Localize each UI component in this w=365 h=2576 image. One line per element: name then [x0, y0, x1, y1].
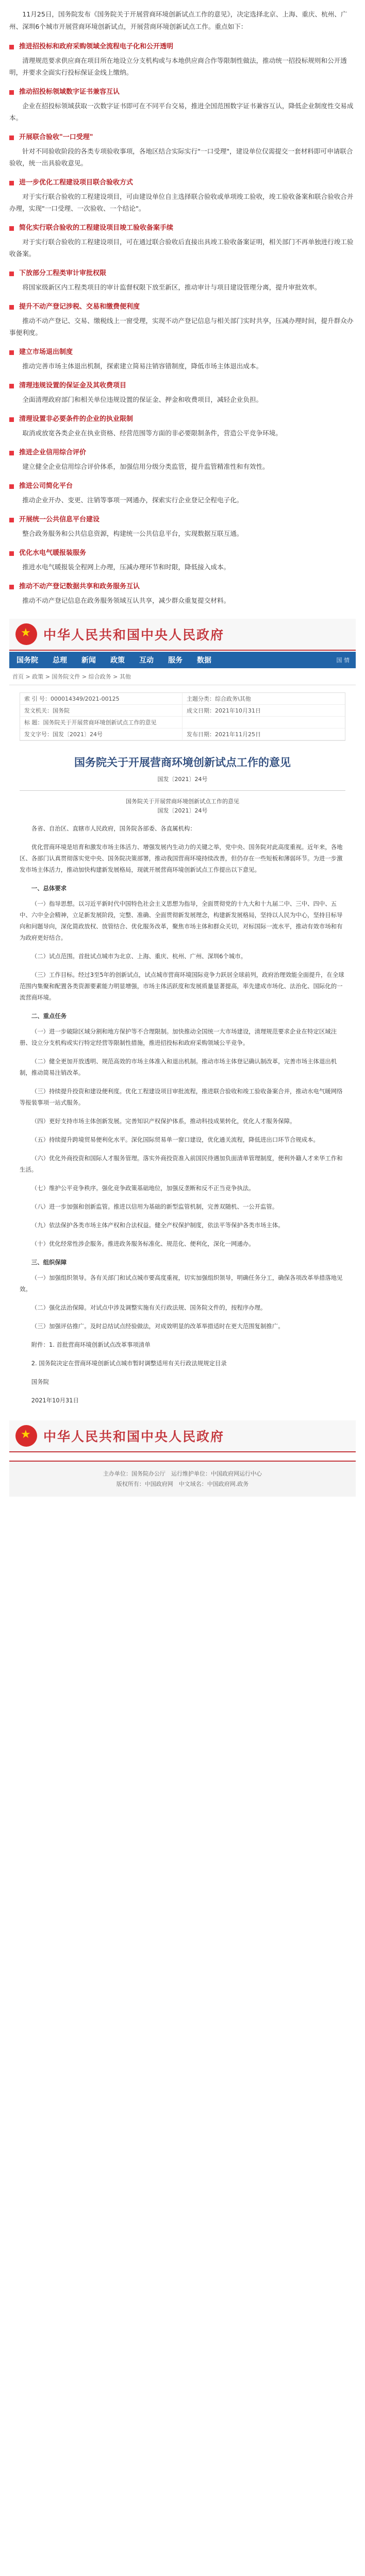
article-paragraph: 2021年10月31日	[31, 1397, 79, 1404]
divider	[20, 790, 345, 791]
site-title: 中华人民共和国中央人民政府	[43, 628, 225, 642]
article-paragraph: （五）持续提升跨境贸易便利化水平。深化国际贸易单一窗口建设，优化通关流程，降低进出口环节合规成本。	[31, 1136, 319, 1143]
key-point-item	[9, 347, 356, 372]
article-paragraph: 附件：1. 首批营商环境创新试点改革事项清单	[31, 1341, 151, 1348]
article-paragraph: 优化营商环境是培育和激发市场主体活力、增强发展内生动力的关键之举，党中央、国务院对此高度重视。近年来，各地区、各部门认真贯彻落实党中央、国务院决策部署，推动我国营商环境持续改善，但仍存在一些短板和薄弱环节。为进一步激发市场主体活力，推动加快构建新发展格局，现就开展营商环境创新试点工作提出以下意见。	[20, 843, 343, 873]
key-point-body: 对于实行联合验收的工程建设项目，可在通过联合验收后直接出具竣工验收备案证明，相关部门不再单独进行竣工验收备案。	[9, 238, 354, 258]
key-point-title-row	[9, 548, 356, 559]
key-point-title-row	[9, 223, 356, 234]
site-title-bottom: 中华人民共和国中央人民政府	[43, 1429, 225, 1444]
key-point-item	[9, 447, 356, 472]
key-point-title: 推进企业信用综合评价	[19, 449, 87, 456]
summary-section	[0, 0, 365, 606]
square-bullet-icon	[9, 90, 14, 95]
key-point-title: 下放部分工程类审计审批权限	[19, 269, 107, 277]
key-point-body: 推进水电气暖报装全程网上办理，压减办理环节和时限，降低接入成本。	[22, 563, 230, 571]
key-point-body: 整合政务服务和公共信息资源，构建统一公共信息平台，实现数据互联互通。	[22, 530, 243, 537]
article-title: 国务院关于开展营商环境创新试点工作的意见	[74, 756, 291, 769]
key-point-title-row	[9, 301, 356, 313]
key-point-item	[9, 581, 356, 606]
key-point-title: 提升不动产登记涉税、交易和缴费便利度	[19, 303, 140, 311]
article-body	[9, 823, 356, 1406]
key-point-item	[9, 223, 356, 260]
gov-banner	[9, 619, 356, 651]
square-bullet-icon	[9, 272, 14, 276]
key-point-body: 取消或放宽各类企业在执业资格、经营范围等方面的非必要限制条件，营造公平竞争环境。	[22, 429, 282, 437]
nav-right[interactable]: 国 情	[336, 657, 350, 664]
square-bullet-icon	[9, 551, 14, 556]
key-point-title: 简化实行联合验收的工程建设项目竣工验收备案手续	[19, 224, 174, 232]
key-point-title: 建立市场退出制度	[19, 348, 73, 356]
key-point-body: 企业在招投标领域获取一次数字证书即可在不同平台交易，推进全国范围数字证书兼容互认，降低企业制度性交易成本。	[9, 102, 354, 122]
breadcrumb: 首页 > 政策 > 国务院文件 > 综合政务 > 其他	[9, 668, 356, 685]
meta-cell: 发文机关：国务院	[20, 705, 182, 717]
article-paragraph: （二）强化法治保障。对试点中涉及调整实施有关行政法规、国务院文件的，按程序办理。	[31, 1304, 267, 1311]
article-paragraph: （六）优化外商投资和国际人才服务管理。落实外商投资准入前国民待遇加负面清单管理制度，便利外籍人才来华工作和生活。	[20, 1155, 343, 1173]
national-emblem-icon	[15, 1425, 37, 1447]
key-point-item	[9, 177, 356, 214]
key-point-item	[9, 132, 356, 169]
article-subdocno: 国发〔2021〕24号	[157, 807, 208, 814]
key-point-title-row	[9, 581, 356, 592]
article-paragraph: （三）持续提升投资和建设便利度。优化工程建设项目审批流程，推进联合验收和竣工验收备案合并，推动水电气暖网络等报装事项一站式服务。	[20, 1088, 343, 1106]
nav-item-shuju[interactable]: 数据	[197, 656, 211, 665]
key-point-title: 开展统一公共信息平台建设	[19, 516, 100, 523]
key-point-title-row	[9, 268, 356, 279]
square-bullet-icon	[9, 305, 14, 310]
square-bullet-icon	[9, 45, 14, 49]
article-paragraph: （二）试点范围。首批试点城市为北京、上海、重庆、杭州、广州、深圳6个城市。	[31, 953, 247, 960]
square-bullet-icon	[9, 384, 14, 388]
key-point-body: 将国家级新区内工程类项目的审计监督权限下放至新区，推动审计与项目建设管理分离，提升审批效率。	[22, 283, 321, 291]
key-point-title-row	[9, 447, 356, 459]
key-point-item	[9, 414, 356, 439]
meta-cell: 发文字号：国发〔2021〕24号	[20, 728, 182, 740]
key-point-item	[9, 548, 356, 573]
meta-cell: 索 引 号：000014349/2021-00125	[20, 693, 182, 705]
key-point-title: 推动招投标领域数字证书兼容互认	[19, 88, 120, 96]
key-points-list	[9, 41, 356, 606]
key-point-item	[9, 514, 356, 539]
section-heading: 一、总体要求	[31, 885, 67, 892]
article-paragraph: 2. 国务院决定在营商环境创新试点城市暂时调整适用有关行政法规规定目录	[31, 1360, 227, 1367]
article-paragraph: （八）进一步加强和创新监管。推进以信用为基础的新型监管机制，完善双随机、一公开监管。	[31, 1203, 278, 1210]
key-point-body: 推动企业开办、变更、注销等事项一网通办，探索实行企业登记全程电子化。	[22, 496, 243, 504]
meta-cell: 主题分类：综合政务\其他	[182, 693, 345, 705]
article-paragraph: （一）进一步破除区域分割和地方保护等不合理限制。加快推动全国统一大市场建设，清理规范要求企业在特定区域注册、设立分支机构或实行特定经营等限制性措施，推进招投标和政府采购领域公平竞争。	[20, 1028, 337, 1046]
nav-item-xinwen[interactable]: 新闻	[81, 656, 96, 665]
article-paragraph: （九）依法保护各类市场主体产权和合法权益。健全产权保护制度，依法平等保护各类市场主体。	[31, 1222, 284, 1229]
square-bullet-icon	[9, 484, 14, 489]
key-point-title-row	[9, 380, 356, 392]
nav-item-guowuyuan[interactable]: 国务院	[16, 656, 38, 665]
square-bullet-icon	[9, 181, 14, 185]
square-bullet-icon	[9, 451, 14, 455]
square-bullet-icon	[9, 226, 14, 231]
site-footer	[9, 1461, 356, 1497]
key-point-title-row	[9, 514, 356, 526]
article-paragraph: （十）优化经常性涉企服务。推进政务服务标准化、规范化、便利化，深化一网通办。	[31, 1240, 255, 1247]
square-bullet-icon	[9, 350, 14, 355]
meta-cell: 成文日期：2021年10月31日	[182, 705, 345, 717]
key-point-item	[9, 87, 356, 124]
article-paragraph: 国务院	[31, 1378, 49, 1385]
key-point-title-row	[9, 481, 356, 492]
meta-cell: 标 题：国务院关于开展营商环境创新试点工作的意见	[20, 717, 182, 728]
key-point-body: 对于实行联合验收的工程建设项目，可由建设单位自主选择联合验收或单项竣工验收，竣工验收备案和联合验收合并办理，实现"一口受理、一次验收、一个结论"。	[9, 193, 354, 212]
gov-document	[9, 619, 356, 1406]
section-heading: 二、重点任务	[31, 1012, 67, 1020]
main-nav	[9, 652, 356, 668]
article-paragraph: （四）更好支持市场主体创新发展。完善知识产权保护体系，推动科技成果转化，优化人才服务保障。	[31, 1117, 296, 1125]
meta-cell: 发布日期：2021年11月25日	[182, 728, 345, 740]
key-point-title: 推进招投标和政府采购领域全流程电子化和公开透明	[19, 43, 174, 50]
meta-cell	[182, 717, 345, 728]
key-point-body: 清理规范要求供应商在项目所在地设立分支机构或与本地供应商合作等限制性做法，推动统一招投标规则和公开透明，并要求全面实行投标保证金线上缴纳。	[9, 57, 347, 76]
intro-text: 11月25日，国务院发布《国务院关于开展营商环境创新试点工作的意见》，决定选择北京、上海、重庆、杭州、广州、深圳6个城市开展营商环境创新试点，开展营商环境创新试点工作。重点如下：	[9, 10, 347, 30]
key-point-body: 建立健全企业信用综合评价体系，加强信用分级分类监管，提升监管精准性和有效性。	[22, 463, 269, 470]
key-point-body: 全面清理政府部门和相关单位违规设置的保证金、押金和收费项目，减轻企业负担。	[22, 396, 263, 403]
nav-item-zongli[interactable]: 总理	[53, 656, 67, 665]
key-point-title: 推进公司简化平台	[19, 482, 73, 490]
nav-item-zhengce[interactable]: 政策	[110, 656, 125, 665]
nav-item-hudong[interactable]: 互动	[139, 656, 154, 665]
section-heading: 三、组织保障	[31, 1259, 67, 1266]
square-bullet-icon	[9, 585, 14, 589]
article-paragraph: （二）健全更加开放透明、规范高效的市场主体准入和退出机制。推动市场主体登记确认制改革，完善市场主体退出机制，推动简易注销改革。	[20, 1058, 337, 1076]
nav-item-fuwu[interactable]: 服务	[168, 656, 182, 665]
key-point-body: 针对不同验收阶段的各类专项验收事项，各地区结合实际实行"一口受理"，建设单位仅需提交一套材料即可申请联合验收，统一出具验收意见。	[9, 147, 353, 167]
footer-line: 主办单位：国务院办公厅 运行维护单位：中国政府网运行中心	[103, 1470, 262, 1477]
article-paragraph: （三）加强评估推广。及时总结试点经验做法，对成效明显的改革举措适时在更大范围复制推广。	[31, 1323, 284, 1330]
key-point-body: 推动不动产登记信息在政务服务领域互认共享，减少群众重复提交材料。	[22, 597, 230, 604]
article-paragraph: （七）维护公平竞争秩序。强化竞争政策基础地位，加强反垄断和反不正当竞争执法。	[31, 1184, 255, 1192]
article-paragraph: （三）工作目标。经过3至5年的创新试点，试点城市营商环境国际竞争力跃居全球前列，政府治理效能全面提升，在全球范围内集聚和配置各类资源要素能力明显增强，市场主体活跃度和发展质量显著提高，率先建成市场化、法治化、国际化的一流营商环境。	[20, 971, 344, 1001]
document-meta	[20, 692, 345, 741]
key-point-item	[9, 481, 356, 506]
key-point-body: 推动不动产登记、交易、缴税线上一窗受理，实现不动产登记信息与相关部门实时共享，压减办理时间，提升群众办事便利度。	[9, 317, 354, 336]
key-point-title: 进一步优化工程建设项目联合验收方式	[19, 179, 134, 187]
key-point-title-row	[9, 132, 356, 143]
key-point-item	[9, 380, 356, 405]
national-emblem-icon	[15, 623, 37, 645]
square-bullet-icon	[9, 135, 14, 140]
key-point-title: 推动不动产登记数据共享和政务服务互认	[19, 583, 140, 590]
key-point-title: 清理违规设置的保证金及其收费项目	[19, 382, 127, 389]
article-paragraph: （一）加强组织领导。各有关部门和试点城市要高度重视，切实加强组织领导，明确任务分工，确保各项改革举措落地见效。	[20, 1274, 343, 1293]
key-point-title-row	[9, 414, 356, 425]
square-bullet-icon	[9, 417, 14, 422]
gov-footer-block	[9, 1420, 356, 1497]
key-point-title-row	[9, 177, 356, 189]
key-point-title: 开展联合验收"一口受理"	[19, 133, 93, 141]
square-bullet-icon	[9, 518, 14, 522]
article-paragraph: （一）指导思想。以习近平新时代中国特色社会主义思想为指导，全面贯彻党的十九大和十九届二中、三中、四中、五中、六中全会精神，立足新发展阶段，完整、准确、全面贯彻新发展理念，构建新发展格局，坚持以人民为中心，坚持目标导向和问题导向，深化简政放权、放管结合、优化服务改革，聚焦市场主体和群众关切，对标国际一流水平，推动有效市场和有为政府更好结合。	[20, 900, 343, 941]
article-subtitle: 国务院关于开展营商环境创新试点工作的意见	[126, 798, 239, 805]
footer-line: 版权所有：中国政府网 中文域名：中国政府网.政务	[116, 1481, 249, 1487]
key-point-item	[9, 301, 356, 338]
article-paragraph: 各省、自治区、直辖市人民政府，国务院各部委、各直属机构：	[31, 825, 196, 832]
key-point-body: 推动完善市场主体退出机制，探索建立简易注销容错制度，降低市场主体退出成本。	[22, 362, 263, 370]
key-point-title-row	[9, 87, 356, 98]
key-point-title: 清理设置非必要条件的企业的执业限制	[19, 415, 134, 423]
key-point-item	[9, 268, 356, 293]
gov-banner-bottom	[9, 1420, 356, 1452]
article-docno: 国发〔2021〕24号	[157, 776, 208, 783]
key-point-title: 优化水电气暖报装服务	[19, 549, 87, 557]
key-point-item	[9, 41, 356, 78]
key-point-title-row	[9, 41, 356, 53]
key-point-title-row	[9, 347, 356, 358]
